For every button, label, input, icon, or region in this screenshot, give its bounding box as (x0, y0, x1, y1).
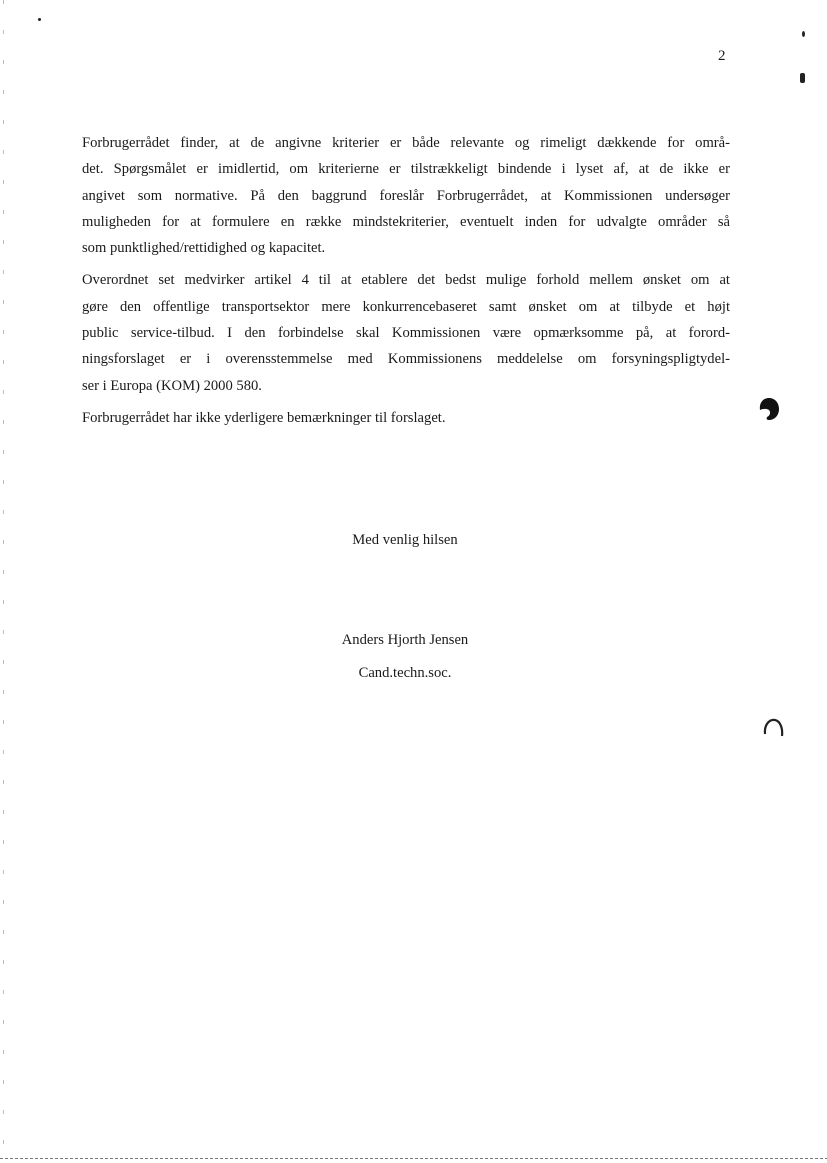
scan-edge-bottom (0, 1158, 827, 1159)
text-line: som punktlighed/rettidighed og kapacitet. (82, 240, 326, 257)
page-number: 2 (718, 48, 726, 64)
scan-speck (800, 73, 805, 83)
punch-hole-outline-icon (762, 716, 784, 740)
text-line: det. Spørgsmålet er imidlertid, om kriterierne er tilstrækkeligt bindende i lyset af, at de ikke er (82, 161, 730, 178)
signer-title: Cand.techn.soc. (358, 665, 452, 681)
text-line: ningsforslaget er i overensstemmelse med Kommissionens meddelelse om forsyningspligtydel- (82, 351, 730, 368)
closing-greeting: Med venlig hilsen (352, 532, 458, 548)
signer-name: Anders Hjorth Jensen (341, 632, 469, 648)
text-line: muligheden for at formulere en række mindstekriterier, eventuelt inden for udvalgte områder så (82, 213, 730, 230)
scan-speck (38, 18, 41, 21)
text-line: public service-tilbud. I den forbindelse skal Kommissionen være opmærksomme på, at forord- (82, 325, 730, 342)
letter-body (82, 130, 730, 437)
paragraph-criteria (82, 130, 730, 261)
text-line: ser i Europa (KOM) 2000 580. (82, 377, 262, 394)
text-line: Forbrugerrådet har ikke yderligere bemærkninger til forslaget. (82, 409, 446, 426)
scan-speck (802, 31, 805, 37)
punch-hole-mark-icon (758, 397, 780, 421)
text-line: gøre den offentlige transportsektor mere konkurrencebaseret samt ønsket om at tilbyde et højt (82, 298, 730, 315)
paragraph-conclusion (82, 405, 730, 431)
paragraph-article-4 (82, 267, 730, 398)
scan-edge-left (3, 0, 4, 1163)
text-line: Forbrugerrådet finder, at de angivne kriterier er både relevante og rimeligt dækkende for områ- (82, 135, 730, 151)
text-line: angivet som normative. På den baggrund foreslår Forbrugerrådet, at Kommissionen undersøger (82, 187, 730, 204)
text-line: Overordnet set medvirker artikel 4 til at etablere det bedst mulige forhold mellem ønsket om at (82, 272, 730, 289)
